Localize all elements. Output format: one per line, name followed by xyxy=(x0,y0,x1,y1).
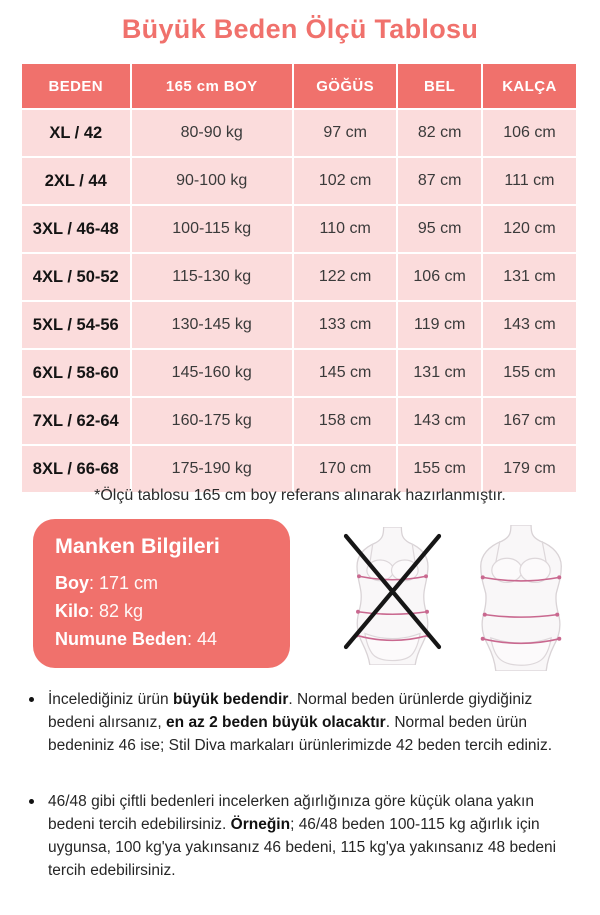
bullet-text-segment: ; 46/48 beden 100-115 kg ağırlık için uygunsa, 100 kg'ya yakınsanız 46 bedeni, 115 kg'ya yakınsanız 48 bedeni tercih edebilirsiniz. xyxy=(48,816,557,879)
table-cell: 80-90 kg xyxy=(131,109,293,157)
table-cell: 170 cm xyxy=(293,445,398,493)
page-title: Büyük Beden Ölçü Tablosu xyxy=(121,14,479,44)
table-row xyxy=(21,253,577,301)
table-cell: 143 cm xyxy=(482,301,577,349)
table-cell: 145 cm xyxy=(293,349,398,397)
table-row xyxy=(21,301,577,349)
bullet-text-segment: en az 2 beden büyük olacaktır xyxy=(166,714,386,731)
table-cell: 122 cm xyxy=(293,253,398,301)
size-table xyxy=(20,62,578,494)
table-footnote: *Ölçü tablosu 165 cm boy referans alınarak hazırlanmıştır. xyxy=(94,487,506,504)
table-cell: 82 cm xyxy=(397,109,482,157)
table-header-cell: KALÇA xyxy=(482,63,577,109)
bullet-dot-icon xyxy=(29,799,34,804)
table-cell: 97 cm xyxy=(293,109,398,157)
table-cell: 167 cm xyxy=(482,397,577,445)
table-cell: 133 cm xyxy=(293,301,398,349)
size-table-body xyxy=(21,109,577,493)
table-row xyxy=(21,397,577,445)
model-field-value: : 171 cm xyxy=(89,573,159,593)
table-row xyxy=(21,445,577,493)
model-field-label: Boy xyxy=(55,573,90,593)
table-cell: 5XL / 54-56 xyxy=(21,301,131,349)
bullet-text-segment: Örneğin xyxy=(230,816,291,833)
bullet-text-segment: büyük bedendir xyxy=(172,691,289,708)
model-info-fields xyxy=(55,569,274,653)
table-header-cell: BEDEN xyxy=(21,63,131,109)
table-cell: 7XL / 62-64 xyxy=(21,397,131,445)
table-cell: 8XL / 66-68 xyxy=(21,445,131,493)
table-cell: 120 cm xyxy=(482,205,577,253)
table-header-cell: BEL xyxy=(397,63,482,109)
info-bullet-item xyxy=(22,688,570,757)
x-mark-icon xyxy=(343,533,442,650)
plus-body-figure xyxy=(468,525,574,671)
table-header-cell: 165 cm BOY xyxy=(131,63,293,109)
table-cell: 106 cm xyxy=(397,253,482,301)
size-table-header xyxy=(21,63,577,109)
bullet-text-segment: . Normal beden ürün bedeniniz 46 ise; Stil Diva markaları ürünlerimizde 42 beden tercih ediniz. xyxy=(48,714,553,754)
bullet-dot-icon xyxy=(29,697,34,702)
model-info-field xyxy=(55,569,274,597)
table-cell: 175-190 kg xyxy=(131,445,293,493)
table-cell: 90-100 kg xyxy=(131,157,293,205)
table-cell: 155 cm xyxy=(482,349,577,397)
table-cell: 106 cm xyxy=(482,109,577,157)
table-cell: 3XL / 46-48 xyxy=(21,205,131,253)
model-info-title: Manken Bilgileri xyxy=(55,534,220,558)
info-bullets xyxy=(22,688,570,915)
table-cell: 131 cm xyxy=(397,349,482,397)
table-cell: 145-160 kg xyxy=(131,349,293,397)
table-header-row xyxy=(21,63,577,109)
table-cell: 143 cm xyxy=(397,397,482,445)
model-field-label: Numune Beden xyxy=(55,629,188,649)
table-cell: 95 cm xyxy=(397,205,482,253)
table-row xyxy=(21,157,577,205)
table-cell: 2XL / 44 xyxy=(21,157,131,205)
plus-size-body-silhouette-icon xyxy=(468,525,574,671)
table-cell: 130-145 kg xyxy=(131,301,293,349)
table-row xyxy=(21,109,577,157)
table-cell: 160-175 kg xyxy=(131,397,293,445)
table-cell: 119 cm xyxy=(397,301,482,349)
table-cell: 6XL / 58-60 xyxy=(21,349,131,397)
model-field-value: : 44 xyxy=(187,629,218,649)
bullet-text-segment: . Normal beden ürünlerde giydiğiniz bedeni alırsanız, xyxy=(48,691,533,731)
bullet-text-segment: İncelediğiniz ürün xyxy=(48,691,173,708)
table-cell: 111 cm xyxy=(482,157,577,205)
bullet-text-segment: 46/48 gibi çiftli bedenleri incelerken ağırlığınıza göre küçük olana yakın bedeni tercih edebilirsiniz. xyxy=(48,793,534,833)
table-row xyxy=(21,205,577,253)
model-field-label: Kilo xyxy=(55,601,89,621)
table-cell: XL / 42 xyxy=(21,109,131,157)
table-cell: 179 cm xyxy=(482,445,577,493)
table-cell: 131 cm xyxy=(482,253,577,301)
model-info-card xyxy=(33,519,290,668)
model-info-field xyxy=(55,597,274,625)
table-cell: 87 cm xyxy=(397,157,482,205)
table-cell: 4XL / 50-52 xyxy=(21,253,131,301)
table-cell: 115-130 kg xyxy=(131,253,293,301)
model-info-field xyxy=(55,625,274,653)
info-bullet-item xyxy=(22,790,570,882)
table-cell: 155 cm xyxy=(397,445,482,493)
table-cell: 110 cm xyxy=(293,205,398,253)
table-cell: 100-115 kg xyxy=(131,205,293,253)
model-field-value: : 82 kg xyxy=(89,601,144,621)
table-cell: 158 cm xyxy=(293,397,398,445)
table-cell: 102 cm xyxy=(293,157,398,205)
table-row xyxy=(21,349,577,397)
slim-body-figure-crossed xyxy=(343,527,442,665)
table-header-cell: GÖĞÜS xyxy=(293,63,398,109)
